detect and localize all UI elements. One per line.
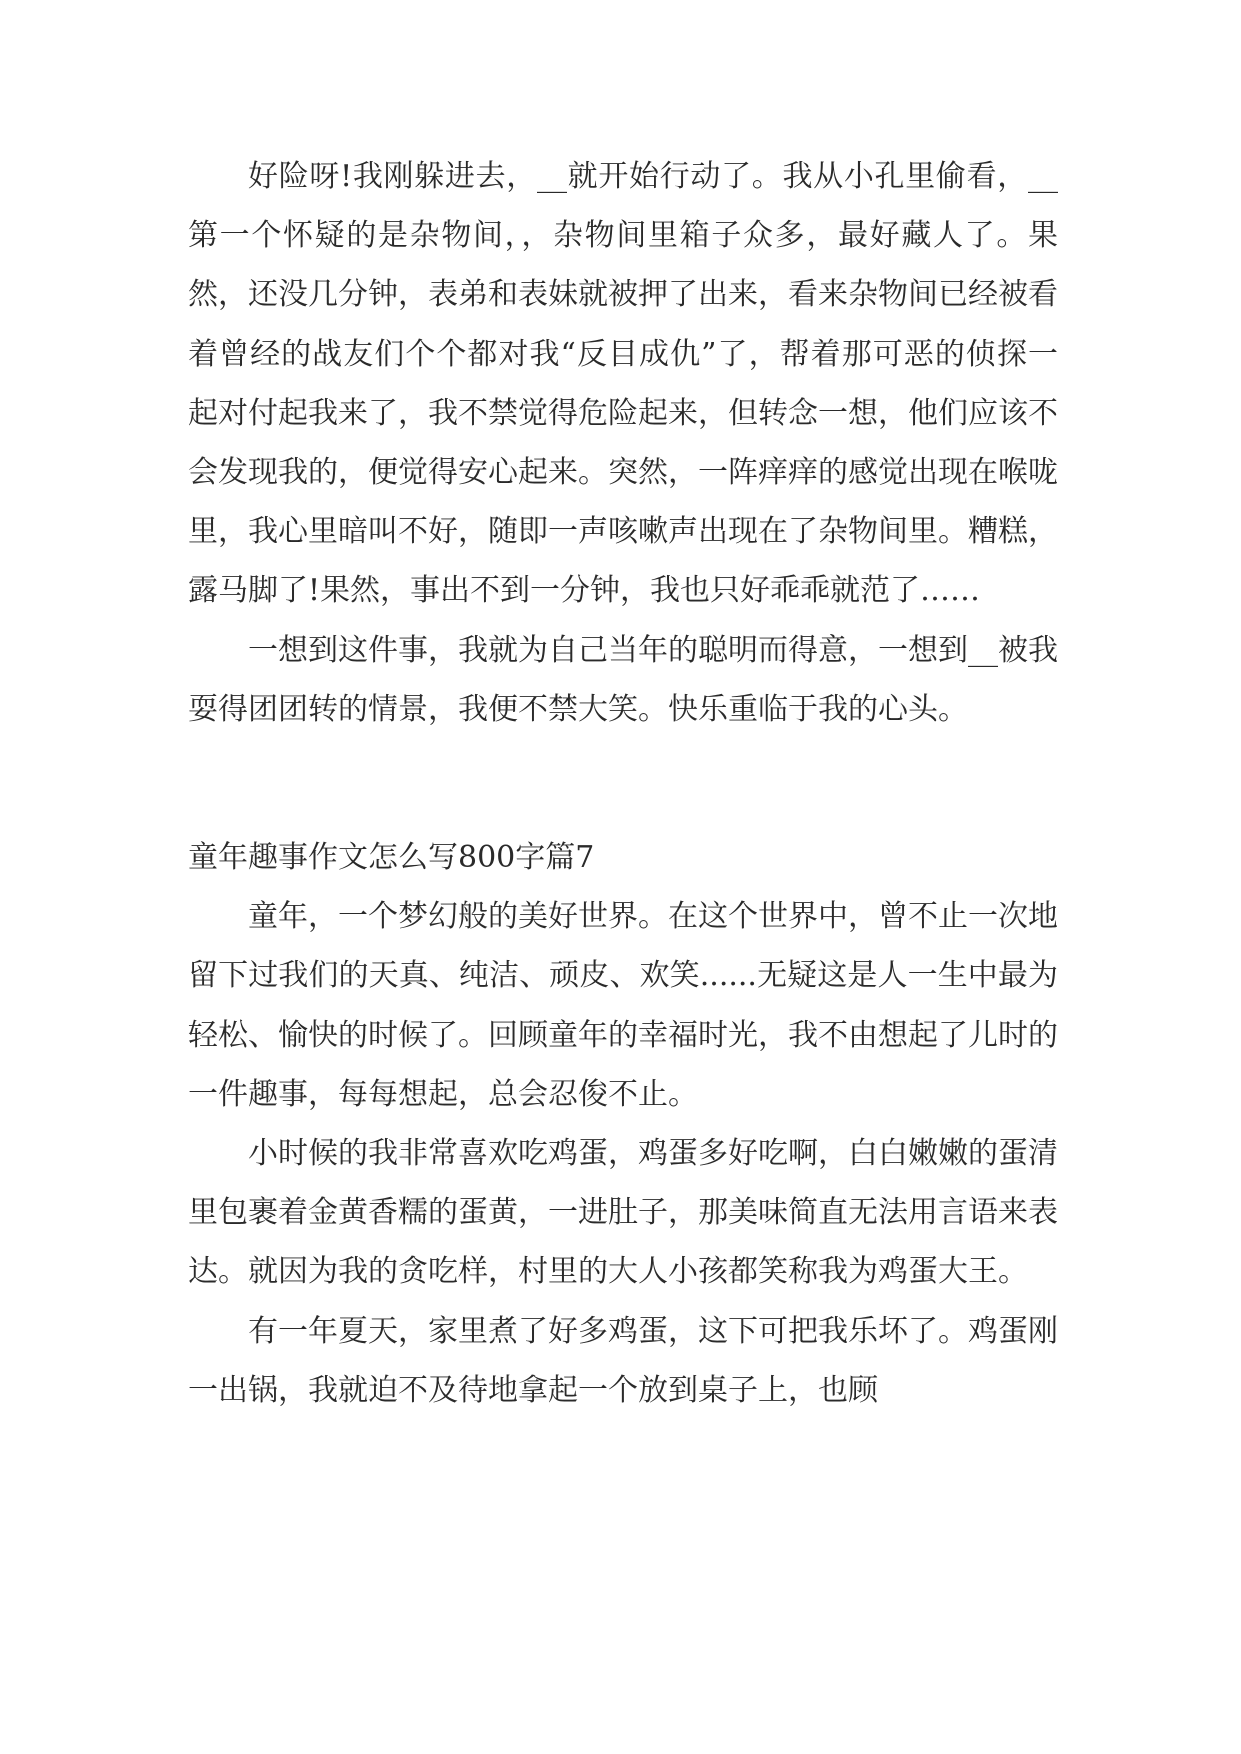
section-heading: 童年趣事作文怎么写800字篇7 [188, 840, 595, 876]
paragraph-childhood-intro: 童年，一个梦幻般的美好世界。在这个世界中，曾不止一次地留下过我们的天真、纯洁、顽皮、欢笑......无疑这是人一生中最为轻松、愉快的时候了。回顾童年的幸福时光，我不由想起了儿时的一件趣事，每每想起，总会忍俊不止。 [188, 899, 1058, 1112]
paragraph-egg-lover: 小时候的我非常喜欢吃鸡蛋，鸡蛋多好吃啊，白白嫩嫩的蛋清里包裹着金黄香糯的蛋黄，一进肚子，那美味简直无法用言语来表达。就因为我的贪吃样，村里的大人小孩都笑称我为鸡蛋大王。 [188, 1136, 1058, 1290]
paragraph-reflection: 一想到这件事，我就为自己当年的聪明而得意，一想到__被我耍得团团转的情景，我便不禁大笑。快乐重临于我的心头。 [188, 632, 1058, 727]
section-gap [188, 739, 1058, 828]
paragraph-hiding: 好险呀!我刚躲进去，__就开始行动了。我从小孔里偷看，__第一个怀疑的是杂物间，，杂物间里箱子众多，最好藏人了。果然，还没几分钟，表弟和表妹就被押了出来，看来杂物间已经被看着曾经的战友们个个都对我“反目成仇”了，帮着那可恶的侦探一起对付起我来了，我不禁觉得危险起来，但转念一想，他们应该不会发现我的，便觉得安心起来。突然，一阵痒痒的感觉出现在喉咙里，我心里暗叫不好，随即一声咳嗽声出现在了杂物间里。糟糕，露马脚了!果然，事出不到一分钟，我也只好乖乖就范了…… [188, 159, 1058, 609]
document-page [188, 147, 1058, 1420]
paragraph-summer-eggs: 有一年夏天，家里煮了好多鸡蛋，这下可把我乐坏了。鸡蛋刚一出锅，我就迫不及待地拿起一个放到桌子上，也顾 [188, 1313, 1058, 1408]
